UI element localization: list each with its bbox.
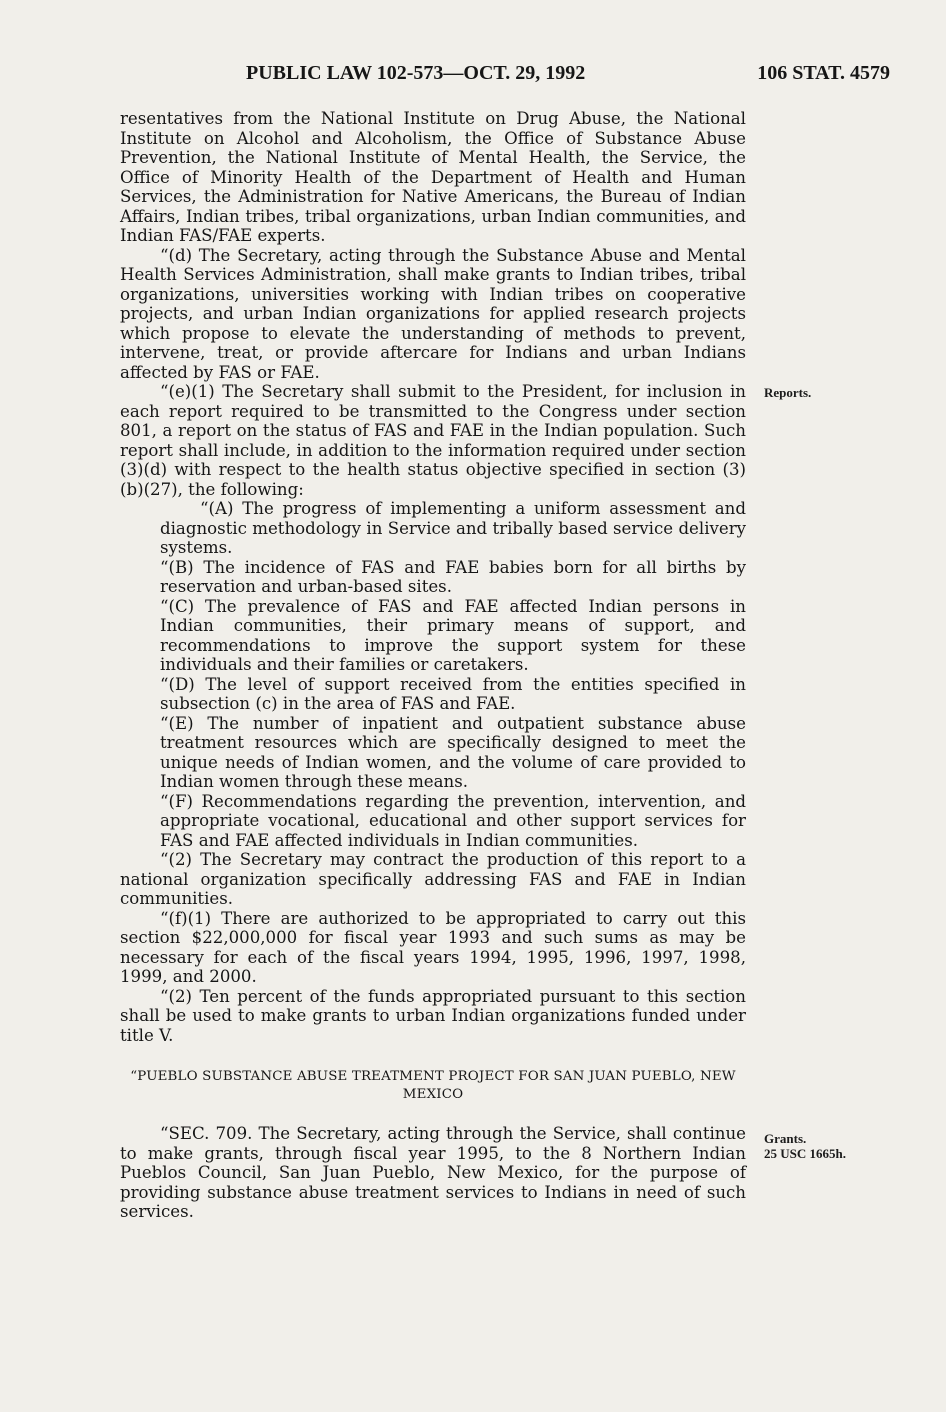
paragraph-subsection-f1: “(f)(1) There are authorized to be appropriated to carry out this section $22,000,000 for fiscal year 1993 and such sums as may be necessary for each of the fiscal years 1994, 1995, 1996, 1997, 1998, 1999, and 2000. — [120, 908, 746, 986]
paragraph-continuation: resentatives from the National Institute on Drug Abuse, the National Institute on Alcohol and Alcoholism, the Office of Substance Abuse Prevention, the National Institute of Mental Health, the Service, the Office of Minority Health of the Department of Health and Human Services, the Administration for Native Americans, the Bureau of Indian Affairs, Indian tribes, tribal organizations, urban Indian communities, and Indian FAS/FAE experts. — [120, 109, 746, 245]
margin-note-usc-citation: 25 USC 1665h. — [764, 1146, 846, 1161]
section-heading: “PUEBLO SUBSTANCE ABUSE TREATMENT PROJECT FOR SAN JUAN PUEBLO, NEW MEXICO — [130, 1069, 736, 1102]
paragraph-item-a: “(A) The progress of implementing a uniform assessment and diagnostic methodology in Service and tribally based service delivery systems. — [160, 499, 746, 557]
paragraph-subsection-f2: “(2) Ten percent of the funds appropriated pursuant to this section shall be used to make grants to urban Indian organizations funded under title V. — [120, 986, 746, 1045]
margin-note-reports-label: Reports. — [764, 385, 812, 400]
paragraph-subsection-e2: “(2) The Secretary may contract the production of this report to a national organization specifically addressing FAS and FAE in Indian communities. — [120, 850, 746, 908]
paragraph-item-b: “(B) The incidence of FAS and FAE babies born for all births by reservation and urban-based sites. — [160, 557, 746, 596]
paragraph-item-c: “(C) The prevalence of FAS and FAE affected Indian persons in Indian communities, their primary means of support, and recommendations to improve the support system for these individuals and their families or caretakers. — [160, 596, 746, 674]
margin-note-grants-label: Grants. — [764, 1131, 807, 1146]
page-header — [120, 62, 890, 90]
paragraph-item-d: “(D) The level of support received from the entities specified in subsection (c) in the area of FAS and FAE. — [160, 674, 746, 713]
paragraph-subsection-e1: “(e)(1) The Secretary shall submit to the President, for inclusion in each report required to be transmitted to the Congress under section 801, a report on the status of FAS and FAE in the Indian population. Such report shall include, in addition to the information required under section (3)(d) with respect to the health status objective specified in section (3)(b)(27), the following: — [120, 382, 746, 499]
paragraph-item-f: “(F) Recommendations regarding the prevention, intervention, and appropriate vocational, educational and other support services for FAS and FAE affected individuals in Indian communities. — [160, 791, 746, 850]
margin-note-reports — [764, 385, 811, 400]
paragraph-item-e: “(E) The number of inpatient and outpatient substance abuse treatment resources which are specifically designed to meet the unique needs of Indian women, and the volume of care provided to Indian women through these means. — [160, 713, 746, 791]
paragraph-sec-709: “SEC. 709. The Secretary, acting through the Service, shall continue to make grants, through fiscal year 1995, to the 8 Northern Indian Pueblos Council, San Juan Pueblo, New Mexico, for the purpose of providing substance abuse treatment services to Indians in need of such services. — [120, 1124, 746, 1221]
public-law-citation: PUBLIC LAW 102-573—OCT. 29, 1992 — [246, 62, 586, 84]
paragraph-subsection-d: “(d) The Secretary, acting through the Substance Abuse and Mental Health Services Administration, shall make grants to Indian tribes, tribal organizations, universities working with Indian tribes on cooperative projects, and urban Indian organizations for applied research projects which propose to elevate the understanding of methods to prevent, intervene, treat, or provide aftercare for Indians and urban Indians affected by FAS or FAE. — [120, 245, 746, 382]
statute-page-number: 106 STAT. 4579 — [757, 62, 890, 84]
margin-note-grants — [764, 1131, 846, 1161]
document-body — [120, 109, 746, 1222]
